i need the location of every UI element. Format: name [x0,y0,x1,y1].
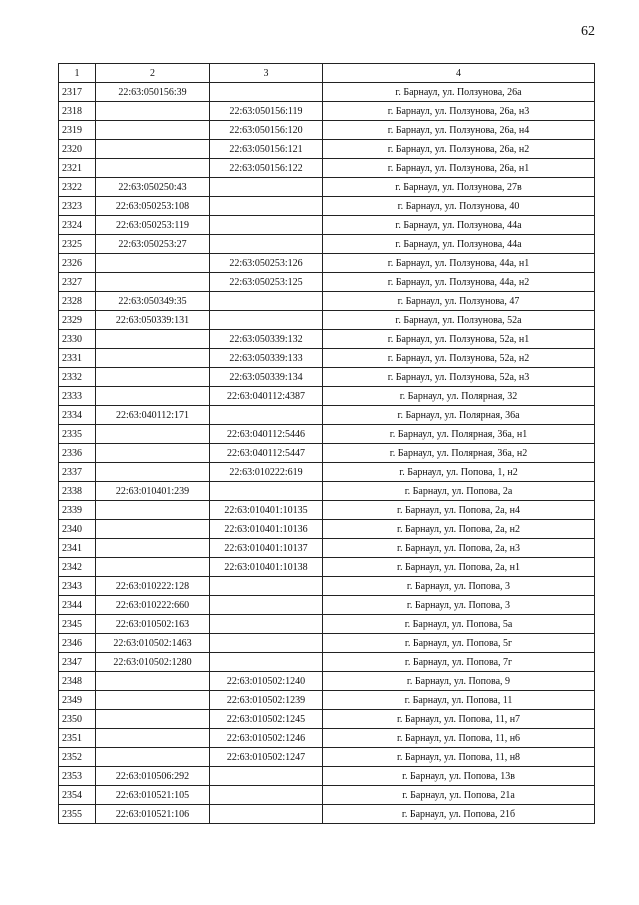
table-row [59,178,595,197]
premises-cadastral-number-cell [210,596,323,615]
table-row [59,216,595,235]
address-cell: г. Барнаул, ул. Попова, 11, н6 [323,729,595,748]
column-header-2: 2 [96,64,210,83]
row-number-cell: 2321 [59,159,96,178]
cadastral-number-cell [96,444,210,463]
table-row [59,691,595,710]
premises-cadastral-number-cell: 22:63:010222:619 [210,463,323,482]
cadastral-number-cell [96,349,210,368]
cadastral-number-cell: 22:63:050253:108 [96,197,210,216]
cadastral-number-cell [96,520,210,539]
address-cell: г. Барнаул, ул. Ползунова, 26а [323,83,595,102]
table-row [59,121,595,140]
address-cell: г. Барнаул, ул. Ползунова, 52а, н3 [323,368,595,387]
row-number-cell: 2335 [59,425,96,444]
cadastral-number-cell: 22:63:010521:105 [96,786,210,805]
premises-cadastral-number-cell: 22:63:010502:1247 [210,748,323,767]
cadastral-number-cell: 22:63:050156:39 [96,83,210,102]
cadastral-number-cell [96,159,210,178]
table-row [59,767,595,786]
table-row [59,520,595,539]
column-header-1: 1 [59,64,96,83]
address-cell: г. Барнаул, ул. Ползунова, 44а [323,216,595,235]
row-number-cell: 2318 [59,102,96,121]
address-cell: г. Барнаул, ул. Полярная, 36а, н2 [323,444,595,463]
address-cell: г. Барнаул, ул. Попова, 11, н8 [323,748,595,767]
table-row [59,615,595,634]
row-number-cell: 2341 [59,539,96,558]
premises-cadastral-number-cell: 22:63:050253:125 [210,273,323,292]
table-row [59,83,595,102]
row-number-cell: 2320 [59,140,96,159]
address-cell: г. Барнаул, ул. Ползунова, 26а, н1 [323,159,595,178]
address-cell: г. Барнаул, ул. Ползунова, 27в [323,178,595,197]
cadastral-number-cell [96,387,210,406]
premises-cadastral-number-cell [210,83,323,102]
row-number-cell: 2342 [59,558,96,577]
row-number-cell: 2336 [59,444,96,463]
table-row [59,292,595,311]
premises-cadastral-number-cell: 22:63:010401:10136 [210,520,323,539]
table-row [59,197,595,216]
table-row [59,653,595,672]
address-cell: г. Барнаул, ул. Попова, 5г [323,634,595,653]
header-row [59,64,595,83]
table-header [59,64,595,83]
address-cell: г. Барнаул, ул. Полярная, 32 [323,387,595,406]
cadastral-number-cell [96,140,210,159]
address-cell: г. Барнаул, ул. Ползунова, 52а, н1 [323,330,595,349]
table-row [59,425,595,444]
premises-cadastral-number-cell: 22:63:050339:132 [210,330,323,349]
table-row [59,501,595,520]
premises-cadastral-number-cell: 22:63:010401:10137 [210,539,323,558]
table-row [59,387,595,406]
premises-cadastral-number-cell [210,311,323,330]
address-cell: г. Барнаул, ул. Попова, 13в [323,767,595,786]
premises-cadastral-number-cell [210,482,323,501]
cadastral-number-cell: 22:63:050349:35 [96,292,210,311]
cadastral-number-cell: 22:63:010521:106 [96,805,210,824]
table-row [59,672,595,691]
address-cell: г. Барнаул, ул. Попова, 2а, н3 [323,539,595,558]
row-number-cell: 2338 [59,482,96,501]
address-cell: г. Барнаул, ул. Ползунова, 52а [323,311,595,330]
row-number-cell: 2331 [59,349,96,368]
row-number-cell: 2324 [59,216,96,235]
address-cell: г. Барнаул, ул. Попова, 3 [323,596,595,615]
address-cell: г. Барнаул, ул. Ползунова, 44а [323,235,595,254]
premises-cadastral-number-cell: 22:63:050156:119 [210,102,323,121]
address-cell: г. Барнаул, ул. Попова, 11, н7 [323,710,595,729]
address-cell: г. Барнаул, ул. Ползунова, 26а, н3 [323,102,595,121]
cadastral-number-cell: 22:63:040112:171 [96,406,210,425]
row-number-cell: 2328 [59,292,96,311]
row-number-cell: 2350 [59,710,96,729]
cadastral-number-cell [96,691,210,710]
premises-cadastral-number-cell: 22:63:050156:121 [210,140,323,159]
cadastral-number-cell: 22:63:050339:131 [96,311,210,330]
table-row [59,539,595,558]
address-cell: г. Барнаул, ул. Ползунова, 26а, н4 [323,121,595,140]
address-cell: г. Барнаул, ул. Попова, 2а, н1 [323,558,595,577]
table-row [59,596,595,615]
table-row [59,406,595,425]
row-number-cell: 2330 [59,330,96,349]
premises-cadastral-number-cell [210,216,323,235]
table-row [59,311,595,330]
cadastral-number-cell [96,121,210,140]
row-number-cell: 2343 [59,577,96,596]
address-cell: г. Барнаул, ул. Попова, 9 [323,672,595,691]
cadastral-number-cell [96,558,210,577]
cadastral-number-cell: 22:63:010401:239 [96,482,210,501]
row-number-cell: 2339 [59,501,96,520]
row-number-cell: 2344 [59,596,96,615]
premises-cadastral-number-cell: 22:63:040112:4387 [210,387,323,406]
cadastral-number-cell [96,463,210,482]
row-number-cell: 2333 [59,387,96,406]
premises-cadastral-number-cell [210,292,323,311]
row-number-cell: 2327 [59,273,96,292]
premises-cadastral-number-cell [210,634,323,653]
row-number-cell: 2348 [59,672,96,691]
cadastral-number-cell: 22:63:010222:660 [96,596,210,615]
address-cell: г. Барнаул, ул. Ползунова, 47 [323,292,595,311]
cadastral-number-cell [96,729,210,748]
page-number: 62 [581,24,595,39]
premises-cadastral-number-cell: 22:63:010401:10135 [210,501,323,520]
table-row [59,634,595,653]
premises-cadastral-number-cell [210,805,323,824]
premises-cadastral-number-cell [210,615,323,634]
address-cell: г. Барнаул, ул. Попова, 21б [323,805,595,824]
premises-cadastral-number-cell: 22:63:040112:5446 [210,425,323,444]
address-cell: г. Барнаул, ул. Попова, 5а [323,615,595,634]
row-number-cell: 2354 [59,786,96,805]
premises-cadastral-number-cell [210,406,323,425]
column-header-4: 4 [323,64,595,83]
cadastral-number-cell [96,102,210,121]
table-row [59,330,595,349]
cadastral-number-cell: 22:63:010502:1280 [96,653,210,672]
table-row [59,748,595,767]
address-cell: г. Барнаул, ул. Попова, 7г [323,653,595,672]
cadastral-number-cell [96,425,210,444]
table-body [59,83,595,824]
premises-cadastral-number-cell: 22:63:010401:10138 [210,558,323,577]
premises-cadastral-number-cell [210,235,323,254]
table-row [59,558,595,577]
table-row [59,102,595,121]
address-cell: г. Барнаул, ул. Ползунова, 40 [323,197,595,216]
premises-cadastral-number-cell [210,197,323,216]
table-row [59,463,595,482]
row-number-cell: 2329 [59,311,96,330]
table-row [59,159,595,178]
premises-cadastral-number-cell [210,786,323,805]
row-number-cell: 2345 [59,615,96,634]
row-number-cell: 2325 [59,235,96,254]
cadastral-number-cell: 22:63:050250:43 [96,178,210,197]
cadastral-number-cell: 22:63:010506:292 [96,767,210,786]
row-number-cell: 2323 [59,197,96,216]
cadastral-number-cell: 22:63:010222:128 [96,577,210,596]
row-number-cell: 2337 [59,463,96,482]
address-cell: г. Барнаул, ул. Ползунова, 26а, н2 [323,140,595,159]
row-number-cell: 2346 [59,634,96,653]
premises-cadastral-number-cell [210,653,323,672]
cadastral-number-cell [96,748,210,767]
column-header-3: 3 [210,64,323,83]
cadastral-number-cell: 22:63:050253:27 [96,235,210,254]
row-number-cell: 2351 [59,729,96,748]
address-cell: г. Барнаул, ул. Ползунова, 44а, н1 [323,254,595,273]
cadastral-number-cell [96,254,210,273]
table-row [59,710,595,729]
address-cell: г. Барнаул, ул. Попова, 11 [323,691,595,710]
address-cell: г. Барнаул, ул. Попова, 21а [323,786,595,805]
table-row [59,729,595,748]
cadastral-number-cell: 22:63:050253:119 [96,216,210,235]
row-number-cell: 2322 [59,178,96,197]
address-cell: г. Барнаул, ул. Полярная, 36а, н1 [323,425,595,444]
cadastral-number-cell [96,710,210,729]
premises-cadastral-number-cell [210,767,323,786]
row-number-cell: 2340 [59,520,96,539]
row-number-cell: 2349 [59,691,96,710]
premises-cadastral-number-cell [210,577,323,596]
table-row [59,805,595,824]
table-row [59,577,595,596]
table-row [59,786,595,805]
cadastral-number-cell: 22:63:010502:1463 [96,634,210,653]
cadastral-number-cell: 22:63:010502:163 [96,615,210,634]
premises-cadastral-number-cell: 22:63:040112:5447 [210,444,323,463]
premises-cadastral-number-cell: 22:63:050156:120 [210,121,323,140]
row-number-cell: 2332 [59,368,96,387]
cadastral-number-cell [96,539,210,558]
address-cell: г. Барнаул, ул. Ползунова, 44а, н2 [323,273,595,292]
premises-cadastral-number-cell: 22:63:050253:126 [210,254,323,273]
row-number-cell: 2347 [59,653,96,672]
premises-cadastral-number-cell: 22:63:010502:1240 [210,672,323,691]
row-number-cell: 2334 [59,406,96,425]
row-number-cell: 2326 [59,254,96,273]
premises-cadastral-number-cell: 22:63:010502:1239 [210,691,323,710]
address-cell: г. Барнаул, ул. Попова, 3 [323,577,595,596]
cadastral-number-cell [96,368,210,387]
table-row [59,235,595,254]
table-row [59,482,595,501]
premises-cadastral-number-cell: 22:63:010502:1246 [210,729,323,748]
table-row [59,254,595,273]
cadastral-number-cell [96,501,210,520]
cadastral-number-cell [96,273,210,292]
address-cell: г. Барнаул, ул. Попова, 1, н2 [323,463,595,482]
row-number-cell: 2352 [59,748,96,767]
row-number-cell: 2355 [59,805,96,824]
row-number-cell: 2319 [59,121,96,140]
premises-cadastral-number-cell: 22:63:010502:1245 [210,710,323,729]
address-cell: г. Барнаул, ул. Полярная, 36а [323,406,595,425]
address-cell: г. Барнаул, ул. Попова, 2а [323,482,595,501]
cadastral-number-cell [96,330,210,349]
table-row [59,273,595,292]
premises-cadastral-number-cell: 22:63:050339:133 [210,349,323,368]
address-cell: г. Барнаул, ул. Попова, 2а, н2 [323,520,595,539]
table-row [59,140,595,159]
premises-cadastral-number-cell [210,178,323,197]
table-row [59,368,595,387]
row-number-cell: 2317 [59,83,96,102]
registry-table [58,63,595,824]
address-cell: г. Барнаул, ул. Ползунова, 52а, н2 [323,349,595,368]
premises-cadastral-number-cell: 22:63:050156:122 [210,159,323,178]
cadastral-number-cell [96,672,210,691]
table-row [59,349,595,368]
premises-cadastral-number-cell: 22:63:050339:134 [210,368,323,387]
row-number-cell: 2353 [59,767,96,786]
address-cell: г. Барнаул, ул. Попова, 2а, н4 [323,501,595,520]
table-row [59,444,595,463]
